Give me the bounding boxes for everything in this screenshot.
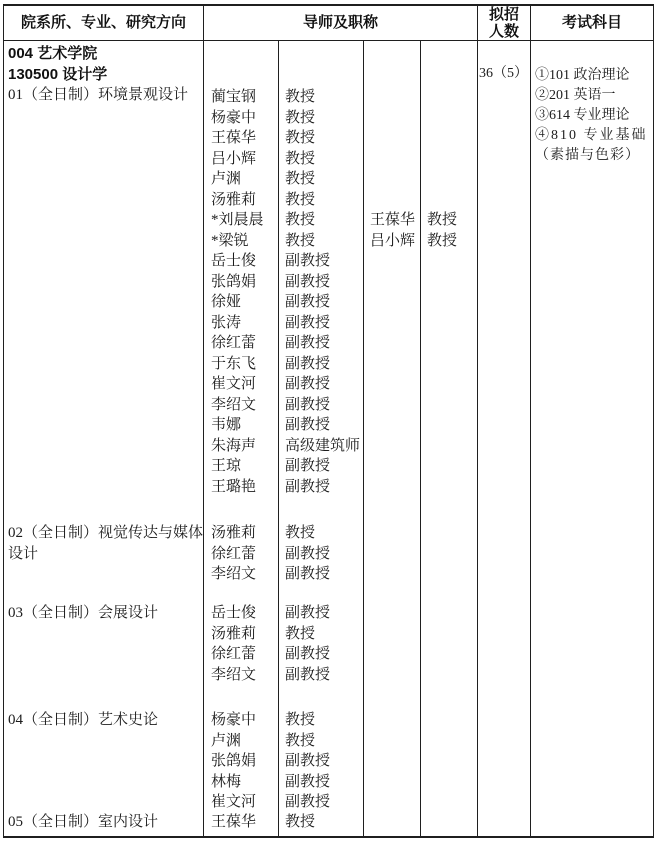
tutor-title: 教授	[285, 212, 316, 228]
tutor-title: 教授	[427, 232, 458, 249]
tutor-title: 副教授	[285, 314, 331, 331]
table-border-top	[3, 4, 654, 6]
tutor-title: 副教授	[285, 396, 331, 413]
tutor-title: 副教授	[285, 605, 331, 621]
exam-subject: ③614 专业理论	[535, 108, 630, 123]
tutor-name: 李绍文	[211, 396, 257, 413]
direction-03-label: 03（全日制）会展设计	[8, 605, 159, 621]
tutor-name: *刘晨晨	[211, 212, 264, 228]
subcolumn-line-name-title-2	[420, 40, 421, 836]
tutor-title: 副教授	[285, 794, 331, 810]
tutor-name: 李绍文	[211, 666, 257, 683]
tutor-title: 副教授	[285, 335, 331, 351]
tutor-title: 教授	[285, 732, 316, 749]
column-line-quota-exams	[530, 4, 531, 838]
exam-subject: ②201 英语一	[535, 88, 616, 103]
table-border-left	[3, 4, 4, 838]
direction-04-tutor-titles	[285, 710, 330, 813]
tutor-title: 教授	[285, 130, 316, 146]
tutor-title: 高级建筑师	[285, 437, 361, 454]
tutor-title: 教授	[285, 171, 316, 187]
tutor-name: 张鸽娟	[211, 753, 257, 769]
direction-03-tutor-titles	[285, 603, 330, 685]
major-code-name: 130500 设计学	[8, 65, 108, 83]
tutor-name: 汤雅莉	[211, 191, 257, 208]
tutor-name: 崔文河	[211, 376, 257, 392]
tutor-name: 吕小辉	[370, 232, 416, 249]
tutor-name: 王葆华	[211, 130, 257, 146]
direction-04-tutor-names	[211, 710, 256, 813]
tutor-title: 副教授	[285, 566, 331, 582]
quota-value: 36（5）	[479, 66, 528, 81]
tutor-name: 王葆华	[370, 212, 416, 228]
header-separator-line	[3, 40, 654, 41]
tutor-name: 朱海声	[211, 437, 257, 454]
tutor-name: 徐娅	[211, 294, 242, 310]
tutor-name: 卢渊	[211, 732, 242, 749]
tutor-title: 副教授	[285, 294, 331, 310]
tutor-name: 林梅	[211, 773, 242, 790]
department-code-name: 004 艺术学院	[8, 45, 98, 62]
direction-03-tutor-names	[211, 603, 256, 685]
tutor-title: 教授	[285, 109, 316, 126]
tutor-title: 教授	[285, 525, 316, 541]
header-quota-line1: 拟招	[488, 6, 519, 23]
subcolumn-line-title-name-2	[363, 40, 364, 836]
tutor-title: 教授	[427, 212, 458, 228]
tutor-title: 副教授	[285, 753, 331, 769]
subcolumn-line-name-title-1	[278, 40, 279, 836]
tutor-title: 副教授	[285, 545, 331, 562]
tutor-name: 汤雅莉	[211, 525, 257, 541]
tutor-name: 岳士俊	[211, 605, 257, 621]
direction-05-tutor-names	[211, 812, 256, 833]
tutor-title: 副教授	[285, 666, 331, 683]
direction-01-label: 01（全日制）环境景观设计	[8, 87, 189, 103]
tutor-title: 教授	[285, 89, 316, 105]
tutor-title: 副教授	[285, 273, 331, 290]
direction-05-label: 05（全日制）室内设计	[8, 814, 159, 830]
tutor-name: 张鸽娟	[211, 273, 257, 290]
direction-02-tutor-titles	[285, 523, 330, 585]
tutor-name: 卢渊	[211, 171, 242, 187]
tutor-name: 王葆华	[211, 814, 257, 830]
tutor-title: 副教授	[285, 417, 331, 433]
tutor-name: 吕小辉	[211, 150, 257, 167]
tutor-name: 杨豪中	[211, 109, 257, 126]
tutor-title: 副教授	[285, 376, 331, 392]
tutor-title: 教授	[285, 191, 316, 208]
tutor-name: 徐红蕾	[211, 545, 257, 562]
header-tutors-column: 导师及职称	[302, 14, 378, 31]
tutor-title: 教授	[285, 232, 316, 249]
tutor-name: 崔文河	[211, 794, 257, 810]
tutor-name: 徐红蕾	[211, 646, 257, 662]
direction-02-label: 02（全日制）视觉传达与媒体设计	[8, 525, 204, 562]
tutor-name: 李绍文	[211, 566, 257, 582]
tutor-title: 副教授	[285, 478, 331, 495]
tutor-title: 副教授	[285, 773, 331, 790]
tutor-name: 王琼	[211, 458, 242, 474]
direction-01-tutor-titles	[285, 87, 360, 497]
tutor-name: 岳士俊	[211, 253, 257, 269]
tutor-name: *梁锐	[211, 232, 249, 249]
tutor-title: 副教授	[285, 253, 331, 269]
tutor-name: 徐红蕾	[211, 335, 257, 351]
tutor-name: 韦娜	[211, 417, 242, 433]
exam-subject: ④810 专业基础	[535, 128, 648, 143]
direction-01-overflow-tutor-titles	[427, 210, 457, 251]
column-line-tutors-quota	[477, 4, 478, 838]
header-quota-line2: 人数	[488, 23, 519, 40]
table-border-bottom	[3, 836, 654, 838]
exam-subjects-list	[535, 66, 653, 166]
tutor-name: 杨豪中	[211, 712, 257, 728]
direction-01-overflow-tutor-names	[370, 210, 415, 251]
direction-02-tutor-names	[211, 523, 256, 585]
header-department-column: 院系所、专业、研究方向	[20, 14, 186, 31]
section-intro-block	[8, 44, 200, 106]
tutor-name: 张涛	[211, 314, 242, 331]
tutor-title: 副教授	[285, 646, 331, 662]
tutor-title: 教授	[285, 150, 316, 167]
header-exams-column: 考试科目	[561, 14, 622, 31]
table-border-right	[653, 4, 654, 838]
exam-subject: ①101 政治理论	[535, 68, 630, 83]
tutor-title: 教授	[285, 625, 316, 642]
direction-05-tutor-titles	[285, 812, 315, 833]
tutor-title: 副教授	[285, 458, 331, 474]
direction-01-tutor-names	[211, 87, 264, 497]
tutor-name: 汤雅莉	[211, 625, 257, 642]
direction-04-label: 04（全日制）艺术史论	[8, 712, 159, 728]
tutor-name: 于东飞	[211, 355, 257, 372]
tutor-title: 副教授	[285, 355, 331, 372]
exam-subject: （素描与色彩）	[535, 148, 640, 163]
tutor-title: 教授	[285, 712, 316, 728]
tutor-title: 教授	[285, 814, 316, 830]
tutor-name: 王璐艳	[211, 478, 257, 495]
header-quota-column	[478, 6, 530, 40]
tutor-name: 蔺宝钢	[211, 89, 257, 105]
